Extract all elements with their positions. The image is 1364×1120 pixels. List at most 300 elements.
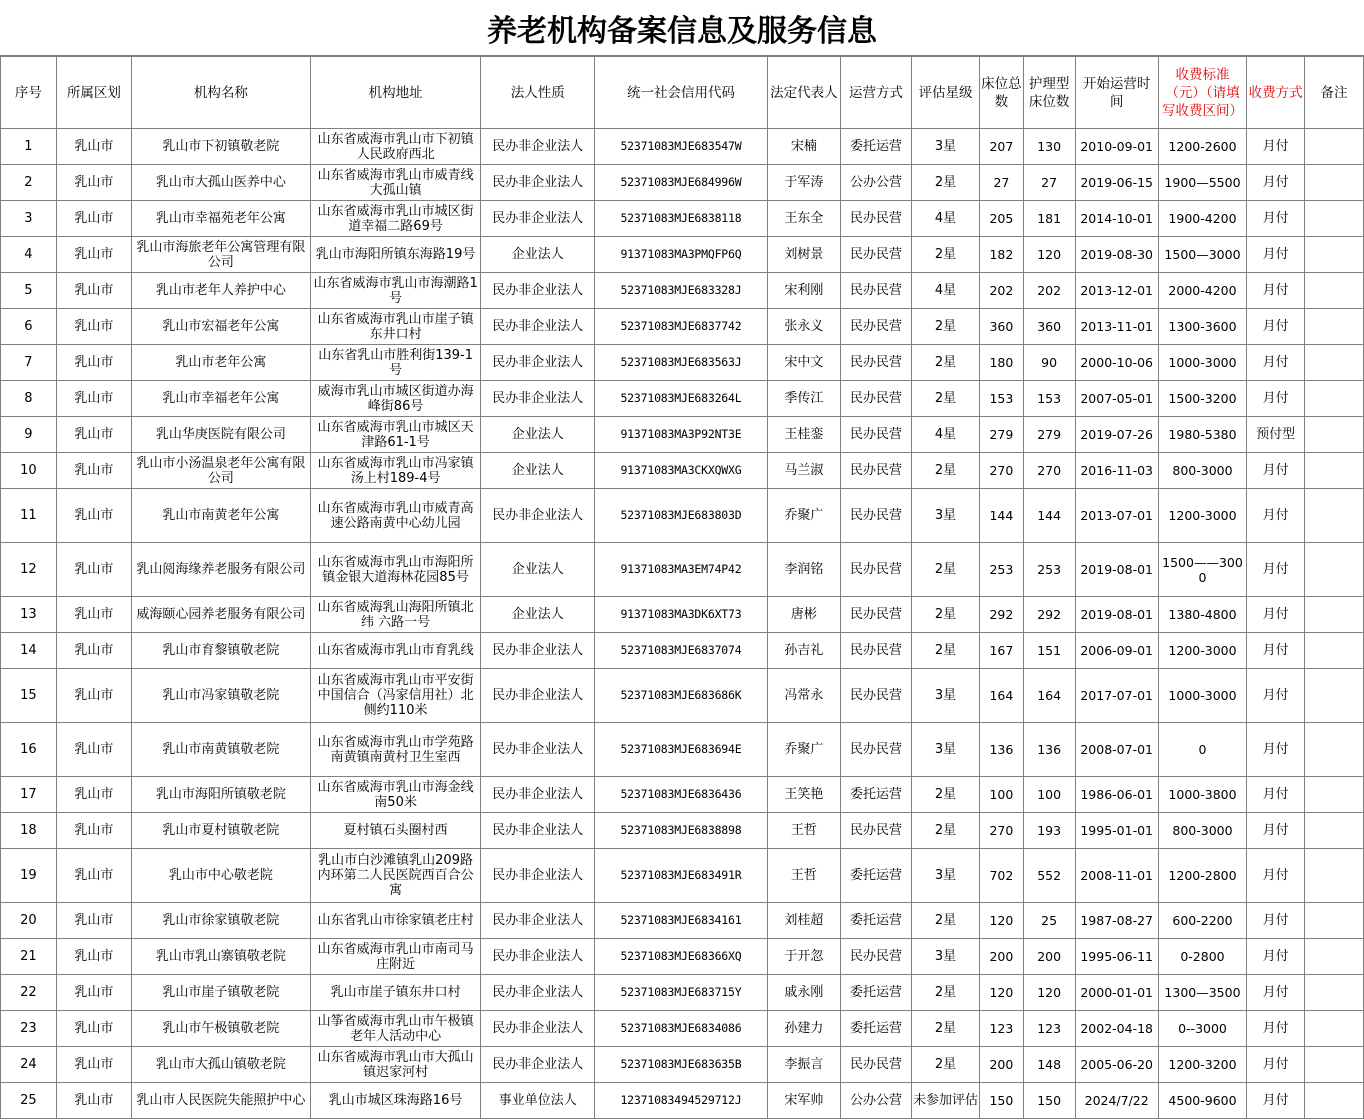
cell-rating: 2星: [912, 975, 980, 1011]
cell-representative: 宋利刚: [767, 273, 840, 309]
cell-start-date: 2019-07-26: [1075, 417, 1158, 453]
cell-district: 乳山市: [56, 777, 131, 813]
cell-nursing-beds: 100: [1023, 777, 1075, 813]
table-body: [1, 129, 1364, 1119]
cell-rating: 3星: [912, 849, 980, 903]
cell-start-date: 1986-06-01: [1075, 777, 1158, 813]
cell-nursing-beds: 150: [1023, 1083, 1075, 1119]
cell-representative: 冯常永: [767, 669, 840, 723]
cell-fee: 800-3000: [1158, 453, 1246, 489]
cell-total-beds: 100: [980, 777, 1024, 813]
cell-representative: 马兰淑: [767, 453, 840, 489]
cell-total-beds: 270: [980, 813, 1024, 849]
cell-credit-code: 91371083MA3EM74P42: [595, 543, 768, 597]
cell-start-date: 2008-07-01: [1075, 723, 1158, 777]
cell-credit-code: 52371083MJE683547W: [595, 129, 768, 165]
cell-representative: 宋军帅: [767, 1083, 840, 1119]
cell-nursing-beds: 360: [1023, 309, 1075, 345]
cell-address: 山东省乳山市胜利街139-1号: [310, 345, 481, 381]
cell-credit-code: 52371083MJE6837074: [595, 633, 768, 669]
cell-remarks: [1305, 165, 1364, 201]
cell-start-date: 2008-11-01: [1075, 849, 1158, 903]
cell-fee: 1200-2800: [1158, 849, 1246, 903]
cell-total-beds: 120: [980, 975, 1024, 1011]
cell-operation: 委托运营: [840, 777, 911, 813]
cell-index: 21: [1, 939, 57, 975]
cell-name: 乳山市大孤山镇敬老院: [132, 1047, 311, 1083]
cell-representative: 李润铭: [767, 543, 840, 597]
cell-fee: 1200-3000: [1158, 633, 1246, 669]
cell-address: 山东省威海市乳山市学苑路南黄镇南黄村卫生室西: [310, 723, 481, 777]
cell-district: 乳山市: [56, 201, 131, 237]
cell-rating: 3星: [912, 129, 980, 165]
cell-total-beds: 153: [980, 381, 1024, 417]
cell-rating: 2星: [912, 903, 980, 939]
cell-total-beds: 164: [980, 669, 1024, 723]
cell-address: 山东省威海市乳山市育乳线: [310, 633, 481, 669]
cell-nursing-beds: 200: [1023, 939, 1075, 975]
cell-index: 6: [1, 309, 57, 345]
cell-total-beds: 360: [980, 309, 1024, 345]
cell-total-beds: 182: [980, 237, 1024, 273]
cell-district: 乳山市: [56, 1011, 131, 1047]
cell-start-date: 2000-10-06: [1075, 345, 1158, 381]
header-rating: 评估星级: [912, 57, 980, 129]
cell-name: 乳山市海旅老年公寓管理有限公司: [132, 237, 311, 273]
cell-index: 22: [1, 975, 57, 1011]
header-row: [1, 57, 1364, 129]
cell-operation: 民办民营: [840, 201, 911, 237]
cell-fee: 1500—3000: [1158, 237, 1246, 273]
cell-remarks: [1305, 417, 1364, 453]
cell-address: 山东省威海市乳山市海阳所镇金银大道海林花园85号: [310, 543, 481, 597]
cell-rating: 2星: [912, 453, 980, 489]
cell-district: 乳山市: [56, 669, 131, 723]
cell-index: 10: [1, 453, 57, 489]
cell-representative: 乔聚广: [767, 723, 840, 777]
cell-legal-type: 民办非企业法人: [481, 381, 595, 417]
cell-start-date: 2017-07-01: [1075, 669, 1158, 723]
cell-name: 乳山市育黎镇敬老院: [132, 633, 311, 669]
cell-fee: 1500-3200: [1158, 381, 1246, 417]
cell-credit-code: 52371083MJE6834161: [595, 903, 768, 939]
cell-district: 乳山市: [56, 633, 131, 669]
cell-payment: 月付: [1247, 813, 1305, 849]
cell-fee: 1000-3000: [1158, 669, 1246, 723]
cell-index: 2: [1, 165, 57, 201]
cell-payment: 月付: [1247, 381, 1305, 417]
cell-address: 山东省威海市乳山市威青高速公路南黄中心幼儿园: [310, 489, 481, 543]
cell-district: 乳山市: [56, 165, 131, 201]
cell-start-date: 2016-11-03: [1075, 453, 1158, 489]
cell-rating: 3星: [912, 489, 980, 543]
cell-name: 乳山市南黄老年公寓: [132, 489, 311, 543]
cell-representative: 王哲: [767, 849, 840, 903]
cell-remarks: [1305, 453, 1364, 489]
cell-payment: 月付: [1247, 129, 1305, 165]
cell-operation: 民办民营: [840, 1047, 911, 1083]
cell-representative: 于开忽: [767, 939, 840, 975]
cell-address: 山东省威海市乳山市威青线大孤山镇: [310, 165, 481, 201]
cell-name: 乳山市老年公寓: [132, 345, 311, 381]
cell-index: 12: [1, 543, 57, 597]
cell-legal-type: 民办非企业法人: [481, 201, 595, 237]
cell-name: 乳山市乳山寨镇敬老院: [132, 939, 311, 975]
cell-name: 乳山市夏村镇敬老院: [132, 813, 311, 849]
cell-remarks: [1305, 309, 1364, 345]
cell-operation: 民办民营: [840, 669, 911, 723]
cell-rating: 2星: [912, 237, 980, 273]
cell-credit-code: 52371083MJE6837742: [595, 309, 768, 345]
cell-remarks: [1305, 777, 1364, 813]
cell-address: 山东省威海市乳山市下初镇人民政府西北: [310, 129, 481, 165]
cell-total-beds: 123: [980, 1011, 1024, 1047]
cell-operation: 民办民营: [840, 723, 911, 777]
cell-address: 山东省威海市乳山市崖子镇东井口村: [310, 309, 481, 345]
cell-remarks: [1305, 975, 1364, 1011]
cell-total-beds: 144: [980, 489, 1024, 543]
cell-remarks: [1305, 273, 1364, 309]
cell-fee: 2000-4200: [1158, 273, 1246, 309]
cell-fee: 1980-5380: [1158, 417, 1246, 453]
cell-name: 乳山市崖子镇敬老院: [132, 975, 311, 1011]
cell-payment: 月付: [1247, 201, 1305, 237]
cell-address: 乳山市海阳所镇东海路19号: [310, 237, 481, 273]
cell-nursing-beds: 164: [1023, 669, 1075, 723]
cell-payment: 月付: [1247, 975, 1305, 1011]
cell-index: 1: [1, 129, 57, 165]
cell-name: 威海颐心园养老服务有限公司: [132, 597, 311, 633]
cell-district: 乳山市: [56, 489, 131, 543]
cell-operation: 民办民营: [840, 543, 911, 597]
cell-total-beds: 202: [980, 273, 1024, 309]
table-row: [1, 975, 1364, 1011]
cell-nursing-beds: 279: [1023, 417, 1075, 453]
cell-representative: 张永义: [767, 309, 840, 345]
cell-rating: 2星: [912, 1011, 980, 1047]
cell-credit-code: 91371083MA3DK6XT73: [595, 597, 768, 633]
cell-total-beds: 200: [980, 1047, 1024, 1083]
table-row: [1, 543, 1364, 597]
cell-district: 乳山市: [56, 237, 131, 273]
cell-district: 乳山市: [56, 975, 131, 1011]
cell-index: 19: [1, 849, 57, 903]
cell-representative: 孙建力: [767, 1011, 840, 1047]
cell-rating: 4星: [912, 201, 980, 237]
cell-legal-type: 民办非企业法人: [481, 939, 595, 975]
cell-operation: 委托运营: [840, 1011, 911, 1047]
cell-credit-code: 12371083494529712J: [595, 1083, 768, 1119]
cell-district: 乳山市: [56, 903, 131, 939]
cell-nursing-beds: 153: [1023, 381, 1075, 417]
cell-remarks: [1305, 543, 1364, 597]
table-row: [1, 813, 1364, 849]
cell-district: 乳山市: [56, 381, 131, 417]
cell-nursing-beds: 151: [1023, 633, 1075, 669]
cell-representative: 季传江: [767, 381, 840, 417]
cell-district: 乳山市: [56, 129, 131, 165]
cell-start-date: 1995-06-11: [1075, 939, 1158, 975]
cell-rating: 4星: [912, 273, 980, 309]
cell-legal-type: 企业法人: [481, 597, 595, 633]
cell-district: 乳山市: [56, 597, 131, 633]
cell-district: 乳山市: [56, 849, 131, 903]
cell-total-beds: 167: [980, 633, 1024, 669]
cell-index: 4: [1, 237, 57, 273]
cell-nursing-beds: 292: [1023, 597, 1075, 633]
cell-name: 乳山市下初镇敬老院: [132, 129, 311, 165]
cell-remarks: [1305, 1011, 1364, 1047]
header-district: 所属区划: [56, 57, 131, 129]
cell-payment: 月付: [1247, 633, 1305, 669]
cell-nursing-beds: 123: [1023, 1011, 1075, 1047]
cell-payment: 预付型: [1247, 417, 1305, 453]
cell-operation: 委托运营: [840, 129, 911, 165]
cell-credit-code: 91371083MA3P92NT3E: [595, 417, 768, 453]
cell-operation: 民办民营: [840, 633, 911, 669]
cell-legal-type: 民办非企业法人: [481, 813, 595, 849]
cell-start-date: 2024/7/22: [1075, 1083, 1158, 1119]
cell-credit-code: 52371083MJE6838898: [595, 813, 768, 849]
cell-rating: 2星: [912, 165, 980, 201]
table-row: [1, 381, 1364, 417]
cell-index: 8: [1, 381, 57, 417]
cell-total-beds: 150: [980, 1083, 1024, 1119]
cell-representative: 刘树景: [767, 237, 840, 273]
header-index: 序号: [1, 57, 57, 129]
cell-name: 乳山市大孤山医养中心: [132, 165, 311, 201]
cell-address: 乳山市白沙滩镇乳山209路内环第二人民医院西百合公寓: [310, 849, 481, 903]
cell-representative: 王笑艳: [767, 777, 840, 813]
cell-fee: 1200-2600: [1158, 129, 1246, 165]
cell-operation: 民办民营: [840, 237, 911, 273]
cell-total-beds: 253: [980, 543, 1024, 597]
cell-rating: 4星: [912, 417, 980, 453]
cell-name: 乳山市幸福苑老年公寓: [132, 201, 311, 237]
cell-representative: 于军涛: [767, 165, 840, 201]
cell-payment: 月付: [1247, 777, 1305, 813]
cell-operation: 民办民营: [840, 381, 911, 417]
cell-index: 20: [1, 903, 57, 939]
table-row: [1, 453, 1364, 489]
cell-fee: 1200-3000: [1158, 489, 1246, 543]
table-row: [1, 417, 1364, 453]
cell-credit-code: 52371083MJE683803D: [595, 489, 768, 543]
cell-address: 山东省威海市乳山市南司马庄附近: [310, 939, 481, 975]
cell-remarks: [1305, 669, 1364, 723]
cell-district: 乳山市: [56, 345, 131, 381]
cell-nursing-beds: 202: [1023, 273, 1075, 309]
cell-nursing-beds: 120: [1023, 237, 1075, 273]
cell-legal-type: 民办非企业法人: [481, 723, 595, 777]
cell-legal-type: 民办非企业法人: [481, 903, 595, 939]
cell-address: 夏村镇石头圈村西: [310, 813, 481, 849]
table-row: [1, 309, 1364, 345]
cell-address: 山东省威海市乳山市城区天津路61-1号: [310, 417, 481, 453]
cell-legal-type: 民办非企业法人: [481, 345, 595, 381]
cell-representative: 王哲: [767, 813, 840, 849]
cell-remarks: [1305, 201, 1364, 237]
cell-index: 15: [1, 669, 57, 723]
cell-total-beds: 200: [980, 939, 1024, 975]
cell-payment: 月付: [1247, 489, 1305, 543]
cell-nursing-beds: 253: [1023, 543, 1075, 597]
cell-payment: 月付: [1247, 939, 1305, 975]
cell-representative: 孙吉礼: [767, 633, 840, 669]
cell-start-date: 2013-12-01: [1075, 273, 1158, 309]
cell-remarks: [1305, 813, 1364, 849]
cell-remarks: [1305, 1083, 1364, 1119]
cell-credit-code: 52371083MJE684996W: [595, 165, 768, 201]
cell-rating: 2星: [912, 777, 980, 813]
cell-total-beds: 180: [980, 345, 1024, 381]
cell-legal-type: 民办非企业法人: [481, 849, 595, 903]
cell-rating: 未参加评估: [912, 1083, 980, 1119]
cell-nursing-beds: 181: [1023, 201, 1075, 237]
cell-legal-type: 民办非企业法人: [481, 165, 595, 201]
cell-credit-code: 52371083MJE6836436: [595, 777, 768, 813]
cell-start-date: 2010-09-01: [1075, 129, 1158, 165]
cell-address: 山东省威海市乳山市海金线南50米: [310, 777, 481, 813]
cell-start-date: 2014-10-01: [1075, 201, 1158, 237]
cell-total-beds: 207: [980, 129, 1024, 165]
cell-legal-type: 企业法人: [481, 417, 595, 453]
cell-payment: 月付: [1247, 237, 1305, 273]
cell-address: 乳山市城区珠海路16号: [310, 1083, 481, 1119]
cell-start-date: 2019-06-15: [1075, 165, 1158, 201]
cell-payment: 月付: [1247, 345, 1305, 381]
cell-fee: 1300-3600: [1158, 309, 1246, 345]
cell-index: 14: [1, 633, 57, 669]
cell-fee: 1900—5500: [1158, 165, 1246, 201]
cell-index: 7: [1, 345, 57, 381]
cell-credit-code: 52371083MJE6838118: [595, 201, 768, 237]
cell-operation: 民办民营: [840, 345, 911, 381]
cell-legal-type: 民办非企业法人: [481, 309, 595, 345]
cell-fee: 0--3000: [1158, 1011, 1246, 1047]
cell-representative: 宋楠: [767, 129, 840, 165]
cell-payment: 月付: [1247, 669, 1305, 723]
cell-representative: 乔聚广: [767, 489, 840, 543]
cell-operation: 民办民营: [840, 939, 911, 975]
cell-name: 乳山市午极镇敬老院: [132, 1011, 311, 1047]
cell-index: 25: [1, 1083, 57, 1119]
cell-name: 乳山市冯家镇敬老院: [132, 669, 311, 723]
cell-remarks: [1305, 849, 1364, 903]
cell-address: 山东省威海市乳山市冯家镇汤上村189-4号: [310, 453, 481, 489]
cell-district: 乳山市: [56, 723, 131, 777]
cell-fee: 1000-3800: [1158, 777, 1246, 813]
cell-credit-code: 91371083MA3PMQFP6Q: [595, 237, 768, 273]
cell-representative: 刘桂超: [767, 903, 840, 939]
cell-address: 山筝省威海市乳山市午极镇老年人活动中心: [310, 1011, 481, 1047]
cell-name: 乳山市幸福老年公寓: [132, 381, 311, 417]
cell-legal-type: 企业法人: [481, 543, 595, 597]
header-nursing-beds: 护理型床位数: [1023, 57, 1075, 129]
cell-payment: 月付: [1247, 1083, 1305, 1119]
cell-district: 乳山市: [56, 309, 131, 345]
header-operation: 运营方式: [840, 57, 911, 129]
cell-remarks: [1305, 1047, 1364, 1083]
cell-address: 山东省乳山市徐家镇老庄村: [310, 903, 481, 939]
cell-total-beds: 279: [980, 417, 1024, 453]
cell-district: 乳山市: [56, 1083, 131, 1119]
header-legal-type: 法人性质: [481, 57, 595, 129]
cell-credit-code: 52371083MJE683686K: [595, 669, 768, 723]
table-row: [1, 849, 1364, 903]
header-remarks: 备注: [1305, 57, 1364, 129]
table-row: [1, 597, 1364, 633]
cell-nursing-beds: 90: [1023, 345, 1075, 381]
cell-total-beds: 27: [980, 165, 1024, 201]
cell-start-date: 2013-07-01: [1075, 489, 1158, 543]
cell-rating: 2星: [912, 597, 980, 633]
cell-nursing-beds: 148: [1023, 1047, 1075, 1083]
cell-district: 乳山市: [56, 453, 131, 489]
cell-legal-type: 企业法人: [481, 453, 595, 489]
cell-remarks: [1305, 381, 1364, 417]
cell-legal-type: 民办非企业法人: [481, 669, 595, 723]
header-representative: 法定代表人: [767, 57, 840, 129]
cell-address: 山东省威海市乳山市大孤山镇迟家河村: [310, 1047, 481, 1083]
cell-district: 乳山市: [56, 939, 131, 975]
cell-index: 13: [1, 597, 57, 633]
cell-address: 威海市乳山市城区街道办海峰街86号: [310, 381, 481, 417]
cell-fee: 4500-9600: [1158, 1083, 1246, 1119]
cell-payment: 月付: [1247, 165, 1305, 201]
header-payment-method: 收费方式: [1247, 57, 1305, 129]
table-row: [1, 165, 1364, 201]
cell-nursing-beds: 270: [1023, 453, 1075, 489]
cell-start-date: 2007-05-01: [1075, 381, 1158, 417]
cell-fee: 1200-3200: [1158, 1047, 1246, 1083]
cell-operation: 委托运营: [840, 903, 911, 939]
cell-rating: 2星: [912, 381, 980, 417]
cell-payment: 月付: [1247, 903, 1305, 939]
cell-rating: 3星: [912, 723, 980, 777]
cell-index: 17: [1, 777, 57, 813]
cell-payment: 月付: [1247, 1011, 1305, 1047]
table-row: [1, 1011, 1364, 1047]
table-row: [1, 1047, 1364, 1083]
cell-credit-code: 52371083MJE683694E: [595, 723, 768, 777]
cell-operation: 公办公营: [840, 165, 911, 201]
cell-address: 乳山市崖子镇东井口村: [310, 975, 481, 1011]
page-title: 养老机构备案信息及服务信息: [0, 0, 1364, 56]
header-start-date: 开始运营时间: [1075, 57, 1158, 129]
cell-index: 11: [1, 489, 57, 543]
cell-operation: 委托运营: [840, 849, 911, 903]
cell-remarks: [1305, 489, 1364, 543]
cell-credit-code: 52371083MJE683491R: [595, 849, 768, 903]
cell-name: 乳山市老年人养护中心: [132, 273, 311, 309]
cell-start-date: 2019-08-01: [1075, 543, 1158, 597]
cell-index: 18: [1, 813, 57, 849]
header-name: 机构名称: [132, 57, 311, 129]
cell-remarks: [1305, 345, 1364, 381]
cell-payment: 月付: [1247, 597, 1305, 633]
cell-remarks: [1305, 939, 1364, 975]
cell-fee: 0-2800: [1158, 939, 1246, 975]
cell-total-beds: 702: [980, 849, 1024, 903]
cell-operation: 民办民营: [840, 453, 911, 489]
cell-nursing-beds: 136: [1023, 723, 1075, 777]
cell-start-date: 1995-01-01: [1075, 813, 1158, 849]
cell-legal-type: 民办非企业法人: [481, 129, 595, 165]
cell-district: 乳山市: [56, 813, 131, 849]
cell-representative: 戚永刚: [767, 975, 840, 1011]
cell-district: 乳山市: [56, 417, 131, 453]
